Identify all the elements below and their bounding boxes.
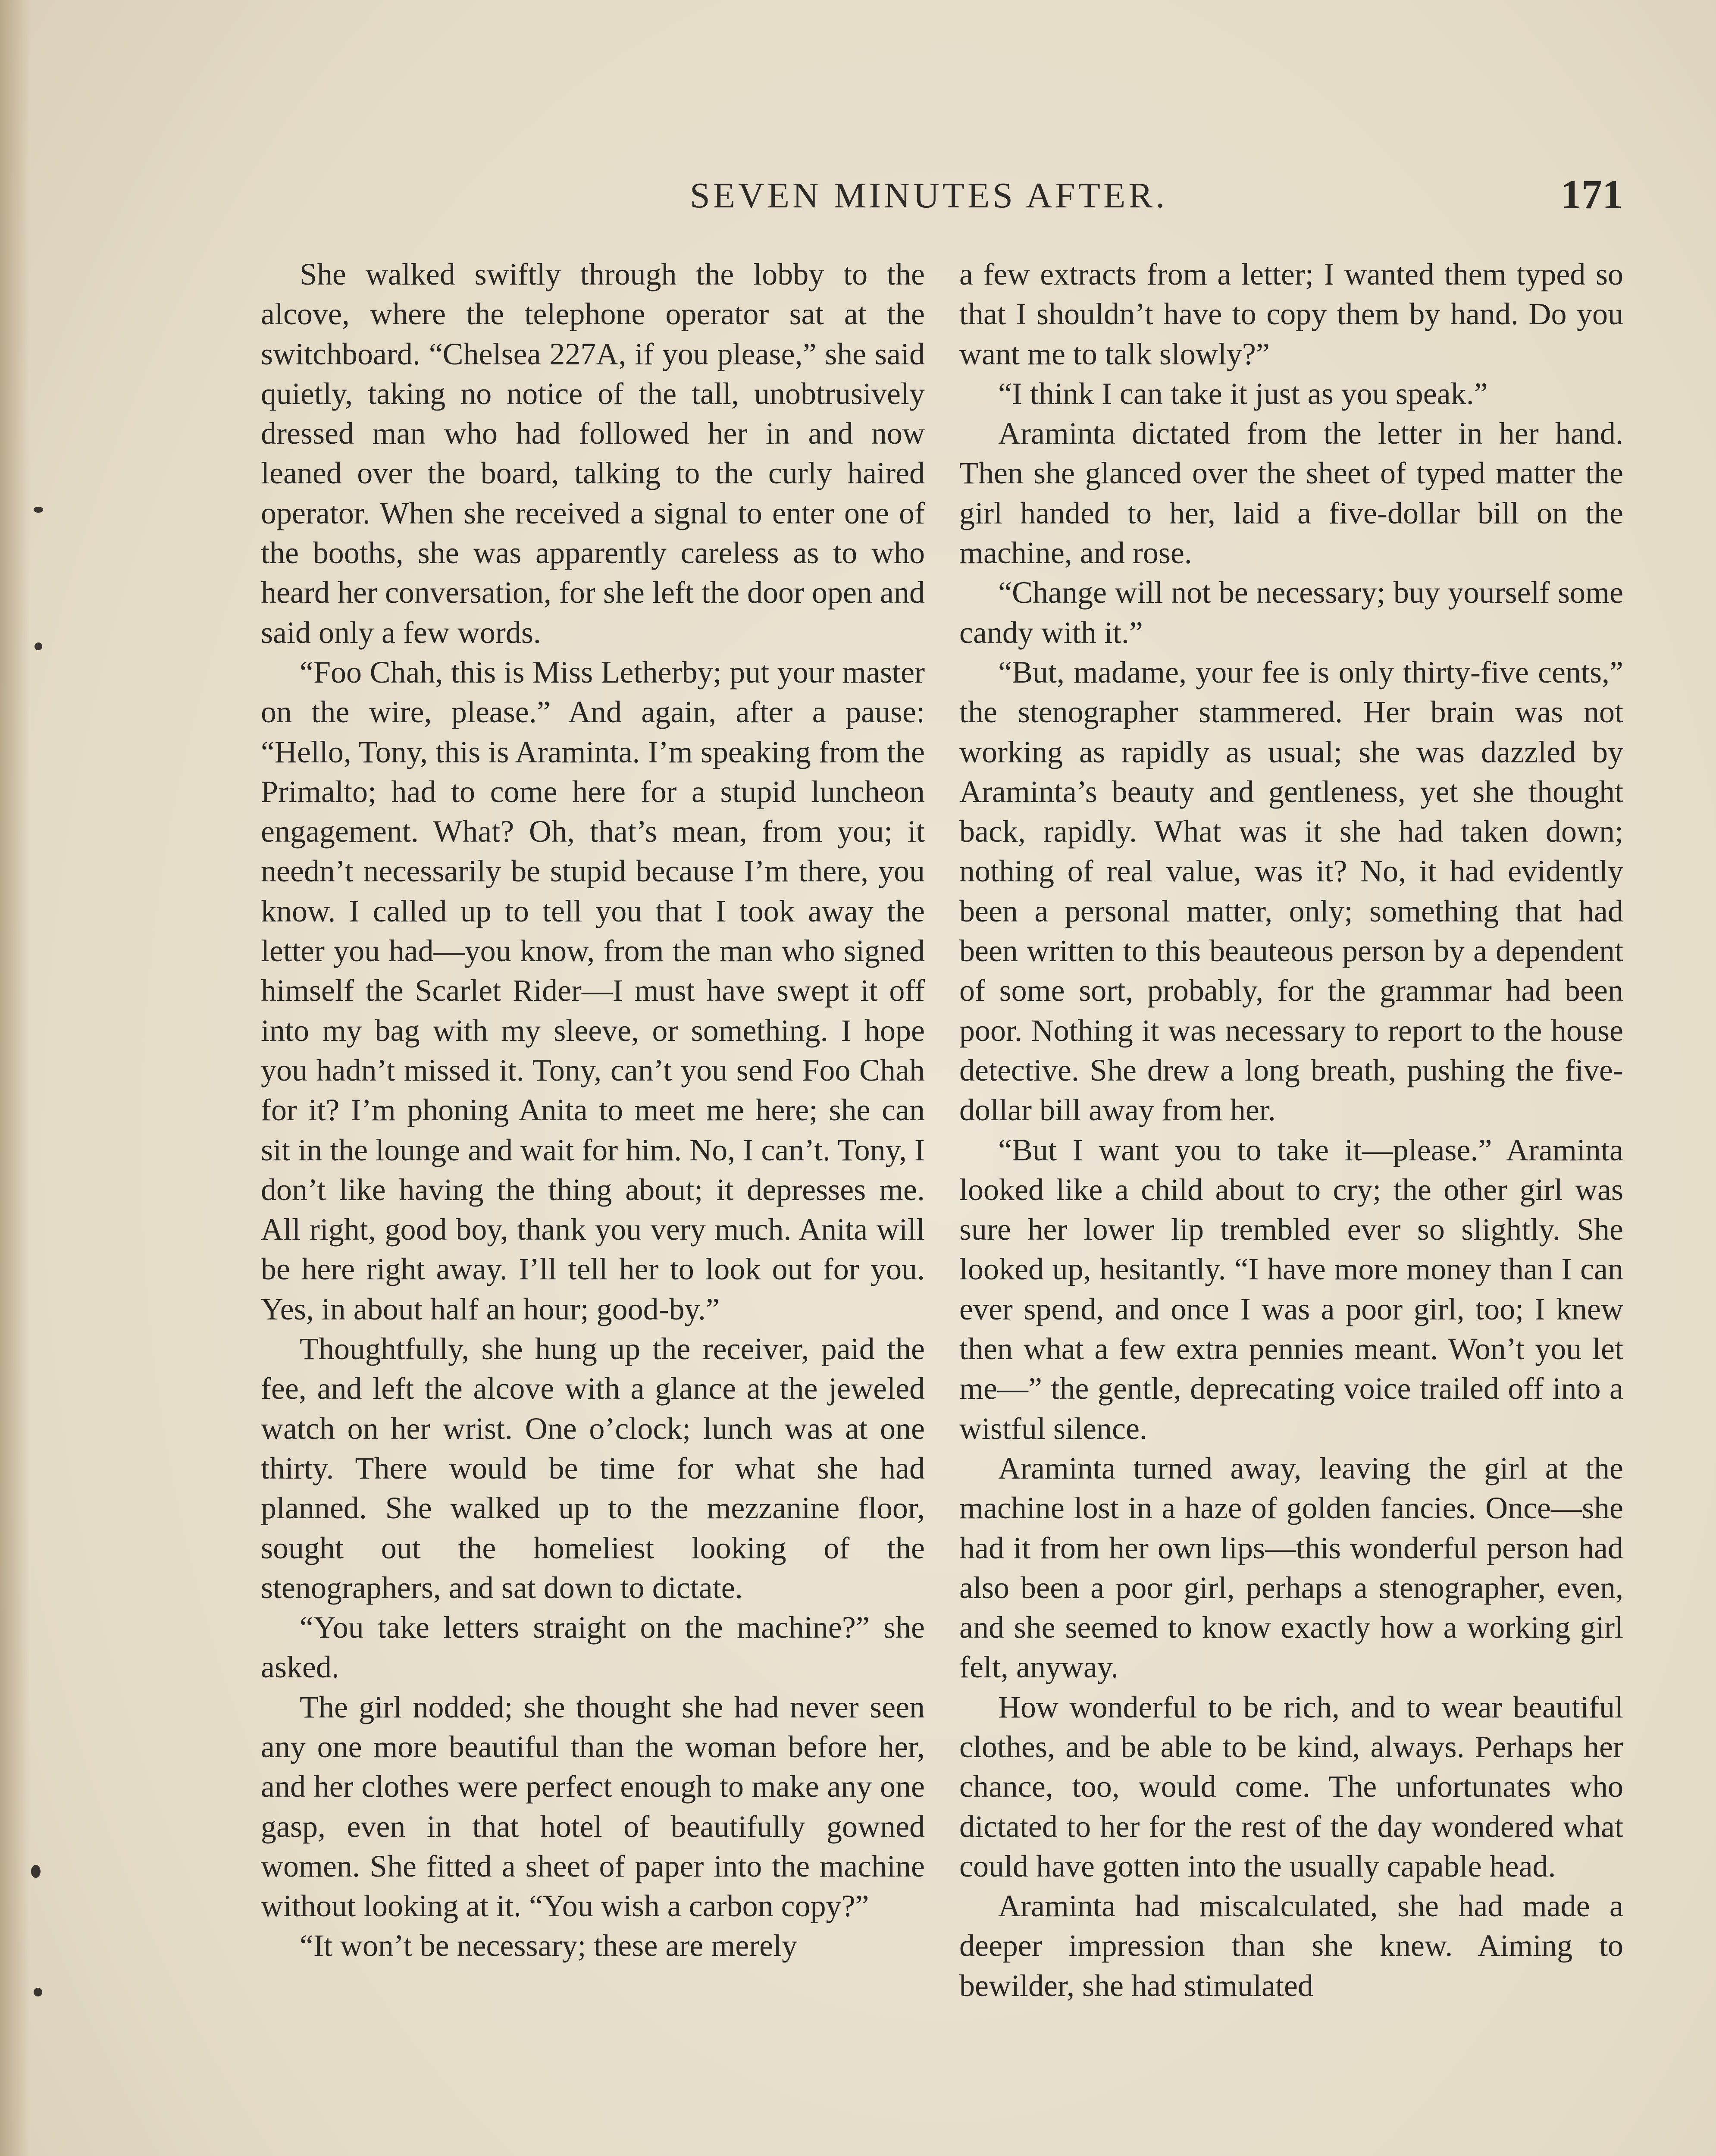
margin-mark bbox=[34, 642, 42, 650]
paragraph: Thoughtfully, she hung up the receiver, paid the fee, and left the alcove with a glance at the jeweled watch on her wrist. One o’clock; lunch was at one thirty. There would be time for what she had planned. She walked up to the mezzanine floor, sought out the homeliest looking of the stenographers, and sat down to dictate. bbox=[261, 1332, 925, 1605]
paragraph: “But I want you to take it—please.” Araminta looked like a child about to cry; the other girl was sure her lower lip trembled ever so slightly. She looked up, hesitantly. “I have more money than I can ever spend, and once I was a poor girl, too; I knew then what a few extra pennies meant. Won’t you let me—” the gentle, deprecating voice trailed off into a wistful silence. bbox=[959, 1132, 1623, 1446]
paragraph: Araminta turned away, leaving the girl at the machine lost in a haze of golden fancies. Once—she had it from her own lips—this wonderful person had also been a poor girl, perhaps a stenographer, even, and she seemed to know exactly how a working girl felt, anyway. bbox=[959, 1451, 1623, 1685]
right-column bbox=[959, 254, 1623, 2156]
paragraph: Araminta had miscalculated, she had made a deeper impression than she knew. Aiming to bewilder, she had stimulated bbox=[959, 1889, 1623, 2003]
page-number: 171 bbox=[1561, 171, 1623, 217]
paragraph: The girl nodded; she thought she had never seen any one more beautiful than the woman before her, and her clothes were perfect enough to make any one gasp, even in that hotel of beautifully gowned women. She fitted a sheet of paper into the machine without looking at it. “You wish a carbon copy?” bbox=[261, 1689, 925, 1924]
left-column bbox=[261, 254, 925, 2156]
paragraph: She walked swiftly through the lobby to the alcove, where the telephone operator sat at the switchboard. “Chelsea 227A, if you please,” she said quietly, taking no notice of the tall, unobtrusively dressed man who had followed her in and now leaned over the board, talking to the curly haired operator. When she received a signal to enter one of the booths, she was apparently careless as to who heard her conversation, for she left the door open and said only a few words. bbox=[261, 257, 925, 650]
paragraph: “I think I can take it just as you speak.” bbox=[998, 376, 1488, 411]
paragraph: “Change will not be necessary; buy yourself some candy with it.” bbox=[959, 575, 1623, 650]
running-head: SEVEN MINUTES AFTER. bbox=[690, 175, 1168, 216]
paragraph: Araminta dictated from the letter in her hand. Then she glanced over the sheet of typed matter the girl handed to her, laid a five-dollar bill on the machine, and rose. bbox=[959, 416, 1623, 570]
margin-mark bbox=[34, 507, 43, 513]
margin-mark bbox=[31, 1865, 41, 1878]
paragraph: “Foo Chah, this is Miss Letherby; put your master on the wire, please.” And again, after a pause: “Hello, Tony, this is Araminta. I’m speaking from the Primalto; had to come here for a stupid luncheon engagement. What? Oh, that’s mean, from you; it needn’t necessarily be stupid because I’m there, you know. I called up to tell you that I took away the letter you had—you know, from the man who signed himself the Scarlet Rider—I must have swept it off into my bag with my sleeve, or something. I hope you hadn’t missed it. Tony, can’t you send Foo Chah for it? I’m phoning Anita to meet me here; she can sit in the lounge and wait for him. No, I can’t. Tony, I don’t like having the thing about; it depresses me. All right, good boy, thank you very much. Anita will be here right away. I’ll tell her to look out for you. Yes, in about half an hour; good-by.” bbox=[261, 655, 925, 1326]
paragraph: a few extracts from a letter; I wanted them typed so that I shouldn’t have to copy them by hand. Do you want me to talk slowly?” bbox=[959, 257, 1623, 371]
paragraph: How wonderful to be rich, and to wear beautiful clothes, and be able to be kind, always. Perhaps her chance, too, would come. The unfortunates who dictated to her for the rest of the day wondered what could have gotten into the usually capable head. bbox=[959, 1689, 1623, 1883]
paragraph: “But, madame, your fee is only thirty-five cents,” the stenographer stammered. Her brain was not working as rapidly as usual; she was dazzled by Araminta’s beauty and gentleness, yet she thought back, rapidly. What was it she had taken down; nothing of real value, was it? No, it had evidently been a personal matter, only; something that had been written to this beauteous person by a dependent of some sort, probably, for the grammar had been poor. Nothing it was necessary to report to the house detective. She drew a long breath, pushing the five-dollar bill away from her. bbox=[959, 655, 1623, 1128]
paragraph: “You take letters straight on the machine?” she asked. bbox=[261, 1610, 925, 1685]
margin-mark bbox=[34, 1988, 42, 1996]
paragraph: “It won’t be necessary; these are merely bbox=[300, 1928, 798, 1963]
